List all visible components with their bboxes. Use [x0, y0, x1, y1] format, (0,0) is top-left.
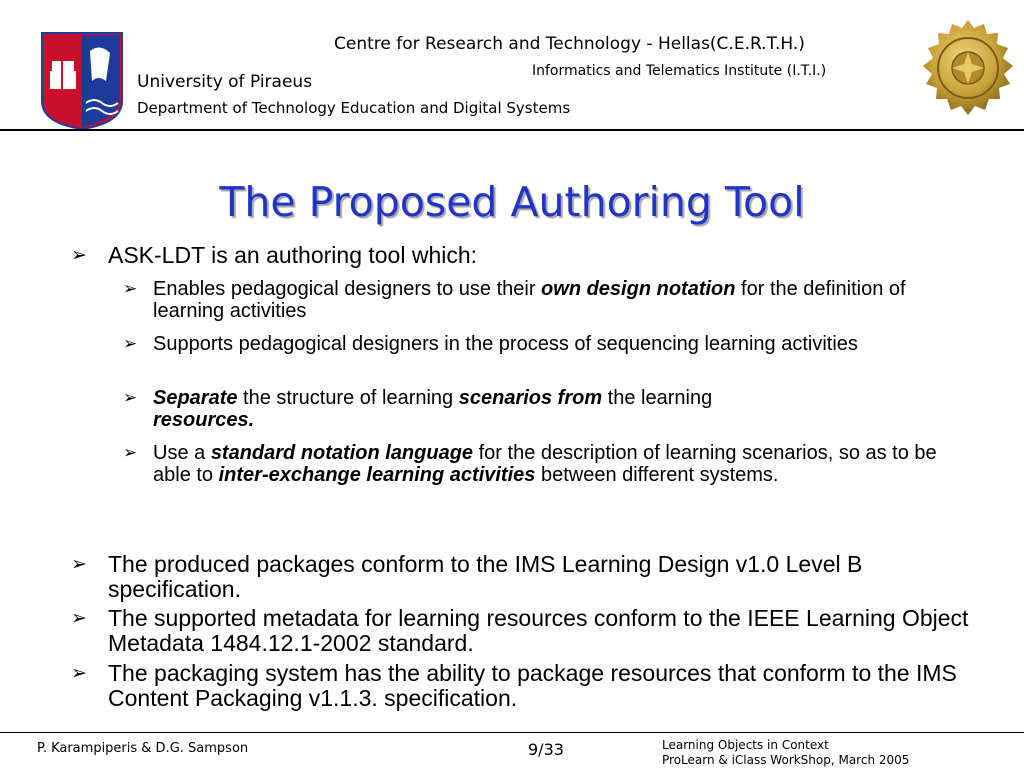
sub1-text-c: for the definition of learning activities: [153, 278, 906, 322]
arrowhead-bullet-icon: ➢: [123, 443, 138, 463]
footer-divider: [0, 732, 1024, 733]
arrowhead-bullet-icon: ➢: [71, 607, 87, 629]
sub1-emphasis: own design notation: [541, 278, 736, 300]
sub-bullet-4: [123, 442, 973, 486]
footer-event-line-2: ProLearn & iClass WorkShop, March 2005: [662, 753, 910, 767]
bullet-intro-text: ASK-LDT is an authoring tool which:: [108, 242, 478, 268]
arrowhead-bullet-icon: ➢: [71, 553, 87, 575]
arrowhead-bullet-icon: ➢: [123, 388, 138, 408]
footer-event-line-1: Learning Objects in Context: [662, 738, 829, 752]
sub4-emphasis-b: standard notation language: [210, 442, 474, 464]
bullet-ims-cp-text: The packaging system has the ability to package resources that conform to the IMS Content Packaging v1.1.3. specification.: [108, 660, 957, 712]
header-certh: Centre for Research and Technology - Hellas(C.E.R.T.H.): [334, 34, 805, 54]
header-university: University of Piraeus: [137, 72, 313, 92]
sub4-text-a: Use a: [153, 442, 211, 464]
header-iti: Informatics and Telematics Institute (I.T.I.): [532, 63, 827, 79]
bullet-intro: [71, 242, 988, 268]
sub4-emphasis-d: inter-exchange learning activities: [218, 464, 536, 486]
header-department: Department of Technology Education and Digital Systems: [137, 99, 571, 117]
sub3-text-d: the learning: [602, 387, 713, 409]
sub3-emphasis-e: resources.: [153, 409, 255, 431]
bullet-ims-ld: [71, 551, 988, 603]
bullet-ieee-lom: [71, 605, 988, 657]
sub-bullet-1: [123, 278, 973, 322]
footer-authors: P. Karampiperis & D.G. Sampson: [37, 741, 249, 756]
bullet-ims-ld-text: The produced packages conform to the IMS Learning Design v1.0 Level B specification.: [108, 551, 863, 603]
sub-bullet-3: [123, 387, 973, 431]
arrowhead-bullet-icon: ➢: [71, 244, 87, 266]
bullet-ieee-lom-text: The supported metadata for learning resources conform to the IEEE Learning Object Metadata 1484.12.1-2002 standard.: [108, 605, 969, 657]
arrowhead-bullet-icon: ➢: [71, 662, 87, 684]
sub3-emphasis-c: scenarios from: [458, 387, 603, 409]
bullet-ims-cp: [71, 660, 988, 712]
sub4-text-e: between different systems.: [535, 464, 779, 486]
sub4-text-c: for the description of learning scenarios, so as to be able to: [153, 442, 937, 486]
arrowhead-bullet-icon: ➢: [123, 279, 138, 299]
sub2-text: Supports pedagogical designers in the process of sequencing learning activities: [153, 333, 858, 355]
sub-bullet-2: [123, 333, 973, 355]
slide-title: The Proposed Authoring Tool: [219, 178, 805, 226]
arrowhead-bullet-icon: ➢: [123, 334, 138, 354]
page-number: 9/33: [528, 740, 564, 759]
sub3-emphasis-a: Separate: [153, 387, 238, 409]
sub1-text-a: Enables pedagogical designers to use their: [153, 278, 542, 300]
sub3-text-b: the structure of learning: [237, 387, 459, 409]
